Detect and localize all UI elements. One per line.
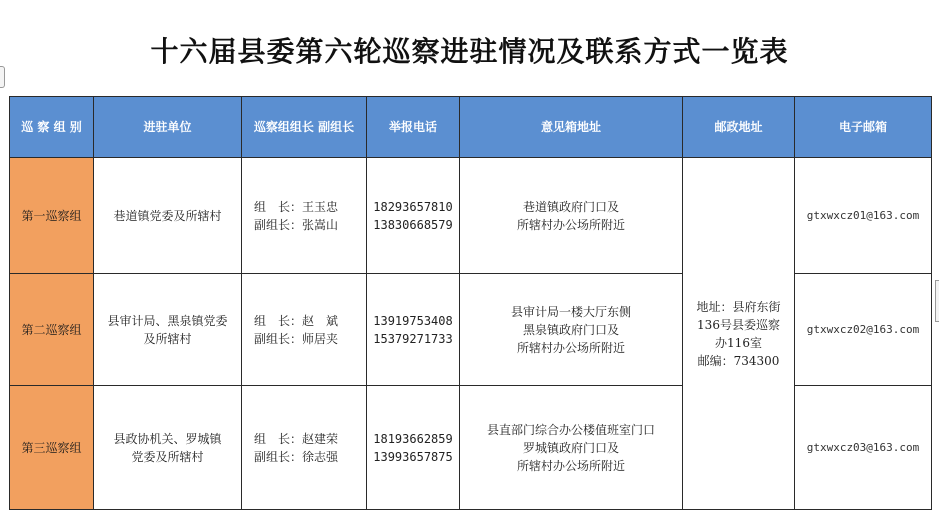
- leader-cell: 组 长：赵 斌 副组长：师居夹: [242, 274, 367, 386]
- unit-cell: 县审计局、黑泉镇党委 及所辖村: [94, 274, 242, 386]
- box-cell: 县审计局一楼大厅东侧 黑泉镇政府门口及 所辖村办公场所附近: [460, 274, 683, 386]
- header-leader: 巡察组组长 副组长: [242, 97, 367, 158]
- email-cell[interactable]: gtxwxcz02@163.com: [795, 274, 932, 386]
- header-email: 电子邮箱: [795, 97, 932, 158]
- right-edge-handle: [935, 280, 939, 322]
- table-row: [10, 158, 932, 274]
- header-row: [10, 97, 932, 158]
- box-cell: 县直部门综合办公楼值班室门口 罗城镇政府门口及 所辖村办公场所附近: [460, 386, 683, 510]
- unit-cell: 巷道镇党委及所辖村: [94, 158, 242, 274]
- left-edge-handle: [0, 66, 5, 88]
- email-cell[interactable]: gtxwxcz03@163.com: [795, 386, 932, 510]
- phone-cell: 18293657810 13830668579: [367, 158, 460, 274]
- phone-cell: 13919753408 15379271733: [367, 274, 460, 386]
- header-postal: 邮政地址: [683, 97, 795, 158]
- page-title: 十六届县委第六轮巡察进驻情况及联系方式一览表: [150, 35, 789, 68]
- group-cell: 第一巡察组: [10, 158, 94, 274]
- group-cell: 第三巡察组: [10, 386, 94, 510]
- header-unit: 进驻单位: [94, 97, 242, 158]
- leader-cell: 组 长：赵建荣 副组长：徐志强: [242, 386, 367, 510]
- leader-cell: 组 长：王玉忠 副组长：张嵩山: [242, 158, 367, 274]
- header-box: 意见箱地址: [460, 97, 683, 158]
- email-cell[interactable]: gtxwxcz01@163.com: [795, 158, 932, 274]
- inspection-table: [9, 96, 932, 510]
- header-group: 巡 察 组 别: [10, 97, 94, 158]
- box-cell: 巷道镇政府门口及 所辖村办公场所附近: [460, 158, 683, 274]
- group-cell: 第二巡察组: [10, 274, 94, 386]
- postal-cell: 地址：县府东街 136号县委巡察 办116室 邮编：734300: [683, 158, 795, 510]
- header-phone: 举报电话: [367, 97, 460, 158]
- phone-cell: 18193662859 13993657875: [367, 386, 460, 510]
- unit-cell: 县政协机关、罗城镇 党委及所辖村: [94, 386, 242, 510]
